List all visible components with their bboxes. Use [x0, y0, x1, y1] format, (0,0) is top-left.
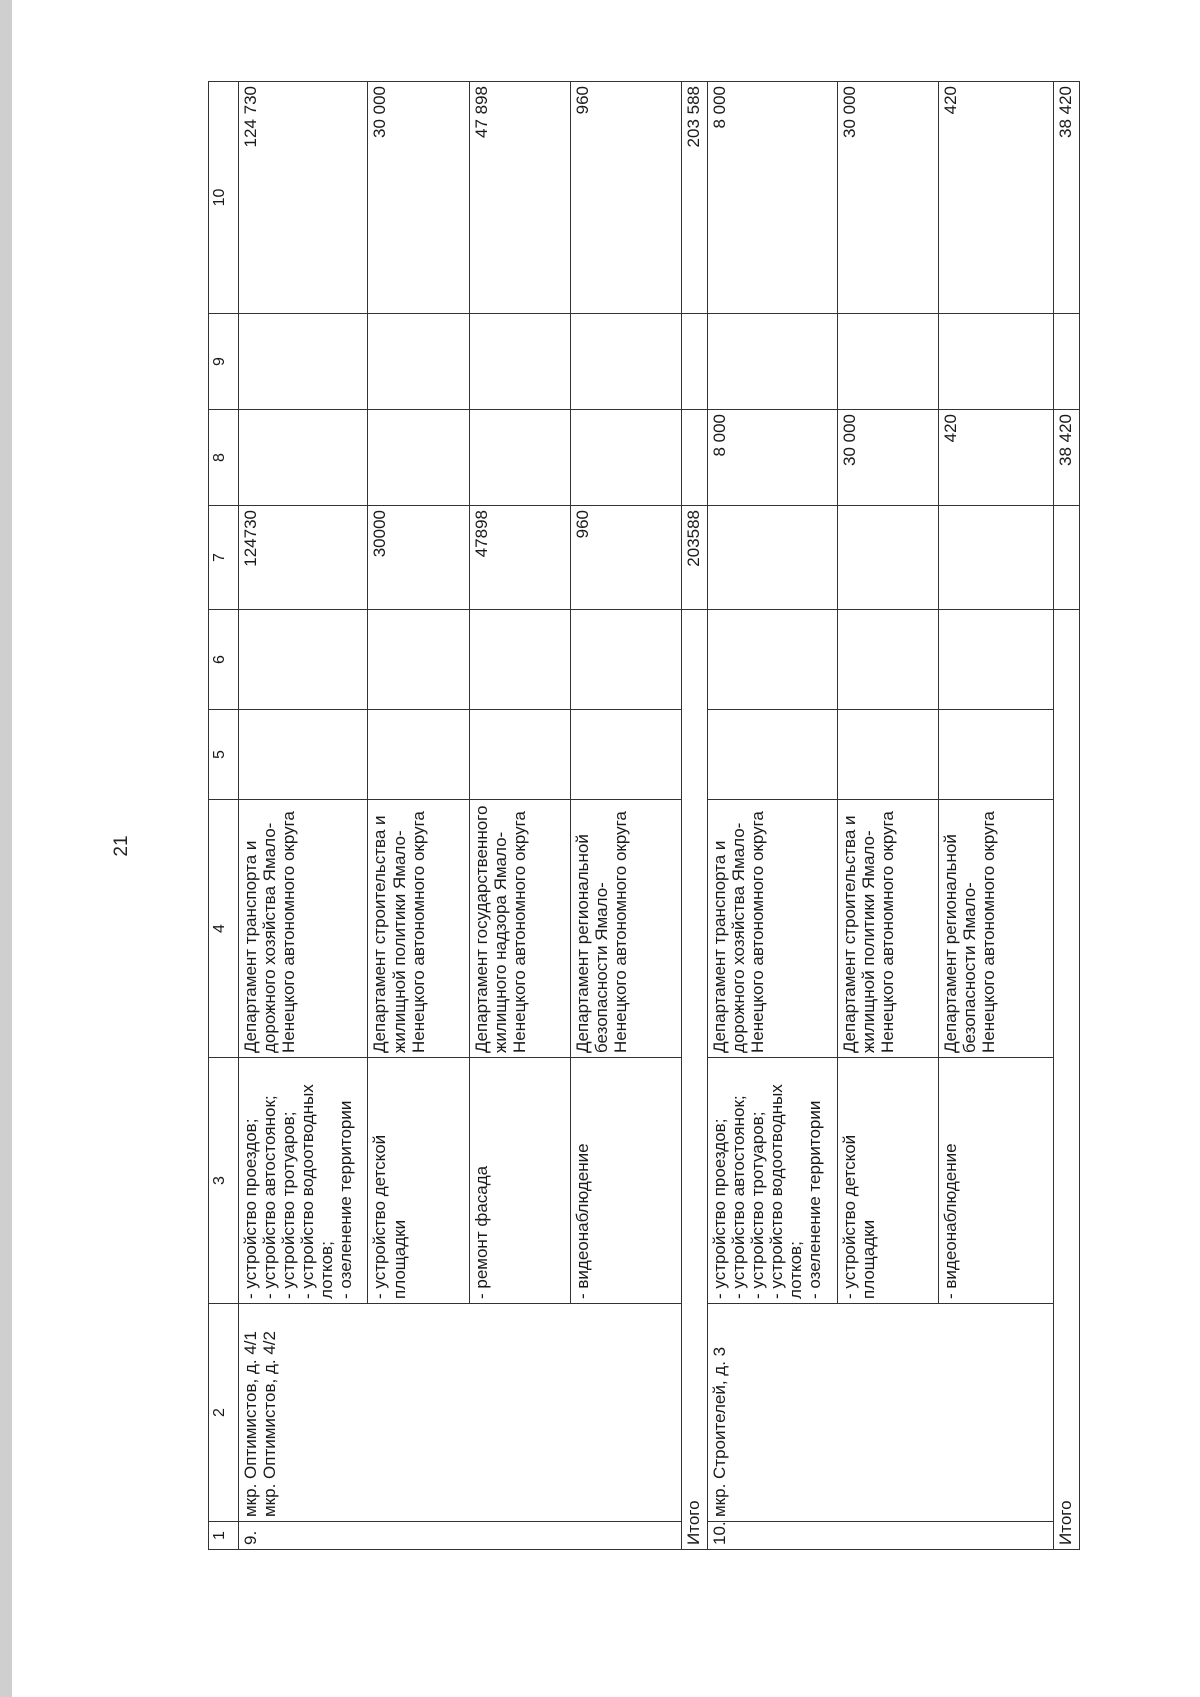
col-header: 4 [209, 800, 239, 1058]
value-col7 [707, 506, 837, 610]
col-header: 1 [209, 1522, 239, 1550]
col-header: 8 [209, 410, 239, 506]
value-col7: 30000 [368, 506, 469, 610]
col-header: 10 [209, 82, 239, 314]
value-col10: 30 000 [837, 82, 938, 314]
value-col7: 960 [570, 506, 681, 610]
value-col8 [238, 410, 368, 506]
col-header: 5 [209, 710, 239, 800]
table-row [238, 82, 368, 1550]
header-row [209, 82, 239, 1550]
value-col7: 47898 [469, 506, 570, 610]
department-cell: Департамент региональной безопасности Ямало-Ненецкого автономного округа [570, 800, 681, 1058]
work-cell: - устройство детской площадки [368, 1058, 469, 1304]
value-col10: 420 [938, 82, 1054, 314]
value-col8 [368, 410, 469, 506]
department-cell: Департамент региональной безопасности Ямало-Ненецкого автономного округа [938, 800, 1054, 1058]
total-col10: 203 588 [682, 82, 708, 314]
department-cell: Департамент строительства и жилищной политики Ямало-Ненецкого автономного округа [837, 800, 938, 1058]
value-col8: 8 000 [707, 410, 837, 506]
table-row [707, 82, 837, 1550]
total-label: Итого [1054, 610, 1080, 1550]
total-row [1054, 82, 1080, 1550]
total-col7: 203588 [682, 506, 708, 610]
work-cell: - видеонаблюдение [570, 1058, 681, 1304]
value-col8 [469, 410, 570, 506]
col-header: 7 [209, 506, 239, 610]
col-header: 9 [209, 314, 239, 410]
value-col10: 47 898 [469, 82, 570, 314]
total-col7 [1054, 506, 1080, 610]
total-col8: 38 420 [1054, 410, 1080, 506]
value-col8: 30 000 [837, 410, 938, 506]
address-cell: мкр. Строителей, д. 3 [707, 1304, 1054, 1522]
value-col10: 8 000 [707, 82, 837, 314]
work-cell: - видеонаблюдение [938, 1058, 1054, 1304]
document-page [12, 0, 1200, 1697]
total-label: Итого [682, 610, 708, 1550]
value-col7 [938, 506, 1054, 610]
department-cell: Департамент транспорта и дорожного хозяйства Ямало-Ненецкого автономного округа [707, 800, 837, 1058]
department-cell: Департамент транспорта и дорожного хозяйства Ямало-Ненецкого автономного округа [238, 800, 368, 1058]
value-col10: 960 [570, 82, 681, 314]
col-header: 3 [209, 1058, 239, 1304]
col-header: 6 [209, 610, 239, 710]
col-header: 2 [209, 1304, 239, 1522]
value-col10: 30 000 [368, 82, 469, 314]
work-cell: - устройство детской площадки [837, 1058, 938, 1304]
page-number: 21 [111, 835, 132, 857]
value-col8 [570, 410, 681, 506]
rotated-table-wrapper [208, 82, 1080, 1550]
work-cell: - устройство проездов; - устройство автостоянок; - устройство тротуаров; - устройство водоотводных лотков; - озеленение территории [238, 1058, 368, 1304]
address-cell: мкр. Оптимистов, д. 4/1 мкр. Оптимистов, д. 4/2 [238, 1304, 682, 1522]
value-col10: 124 730 [238, 82, 368, 314]
work-cell: - ремонт фасада [469, 1058, 570, 1304]
total-col10: 38 420 [1054, 82, 1080, 314]
total-col8 [682, 410, 708, 506]
row-number: 9. [238, 1522, 682, 1550]
value-col8: 420 [938, 410, 1054, 506]
value-col7: 124730 [238, 506, 368, 610]
value-col7 [837, 506, 938, 610]
total-row [682, 82, 708, 1550]
row-number: 10. [707, 1522, 1054, 1550]
program-table [208, 81, 1080, 1550]
work-cell: - устройство проездов; - устройство автостоянок; - устройство тротуаров; - устройство водоотводных лотков; - озеленение территории [707, 1058, 837, 1304]
department-cell: Департамент строительства и жилищной политики Ямало-Ненецкого автономного округа [368, 800, 469, 1058]
department-cell: Департамент государственного жилищного надзора Ямало-Ненецкого автономного округа [469, 800, 570, 1058]
